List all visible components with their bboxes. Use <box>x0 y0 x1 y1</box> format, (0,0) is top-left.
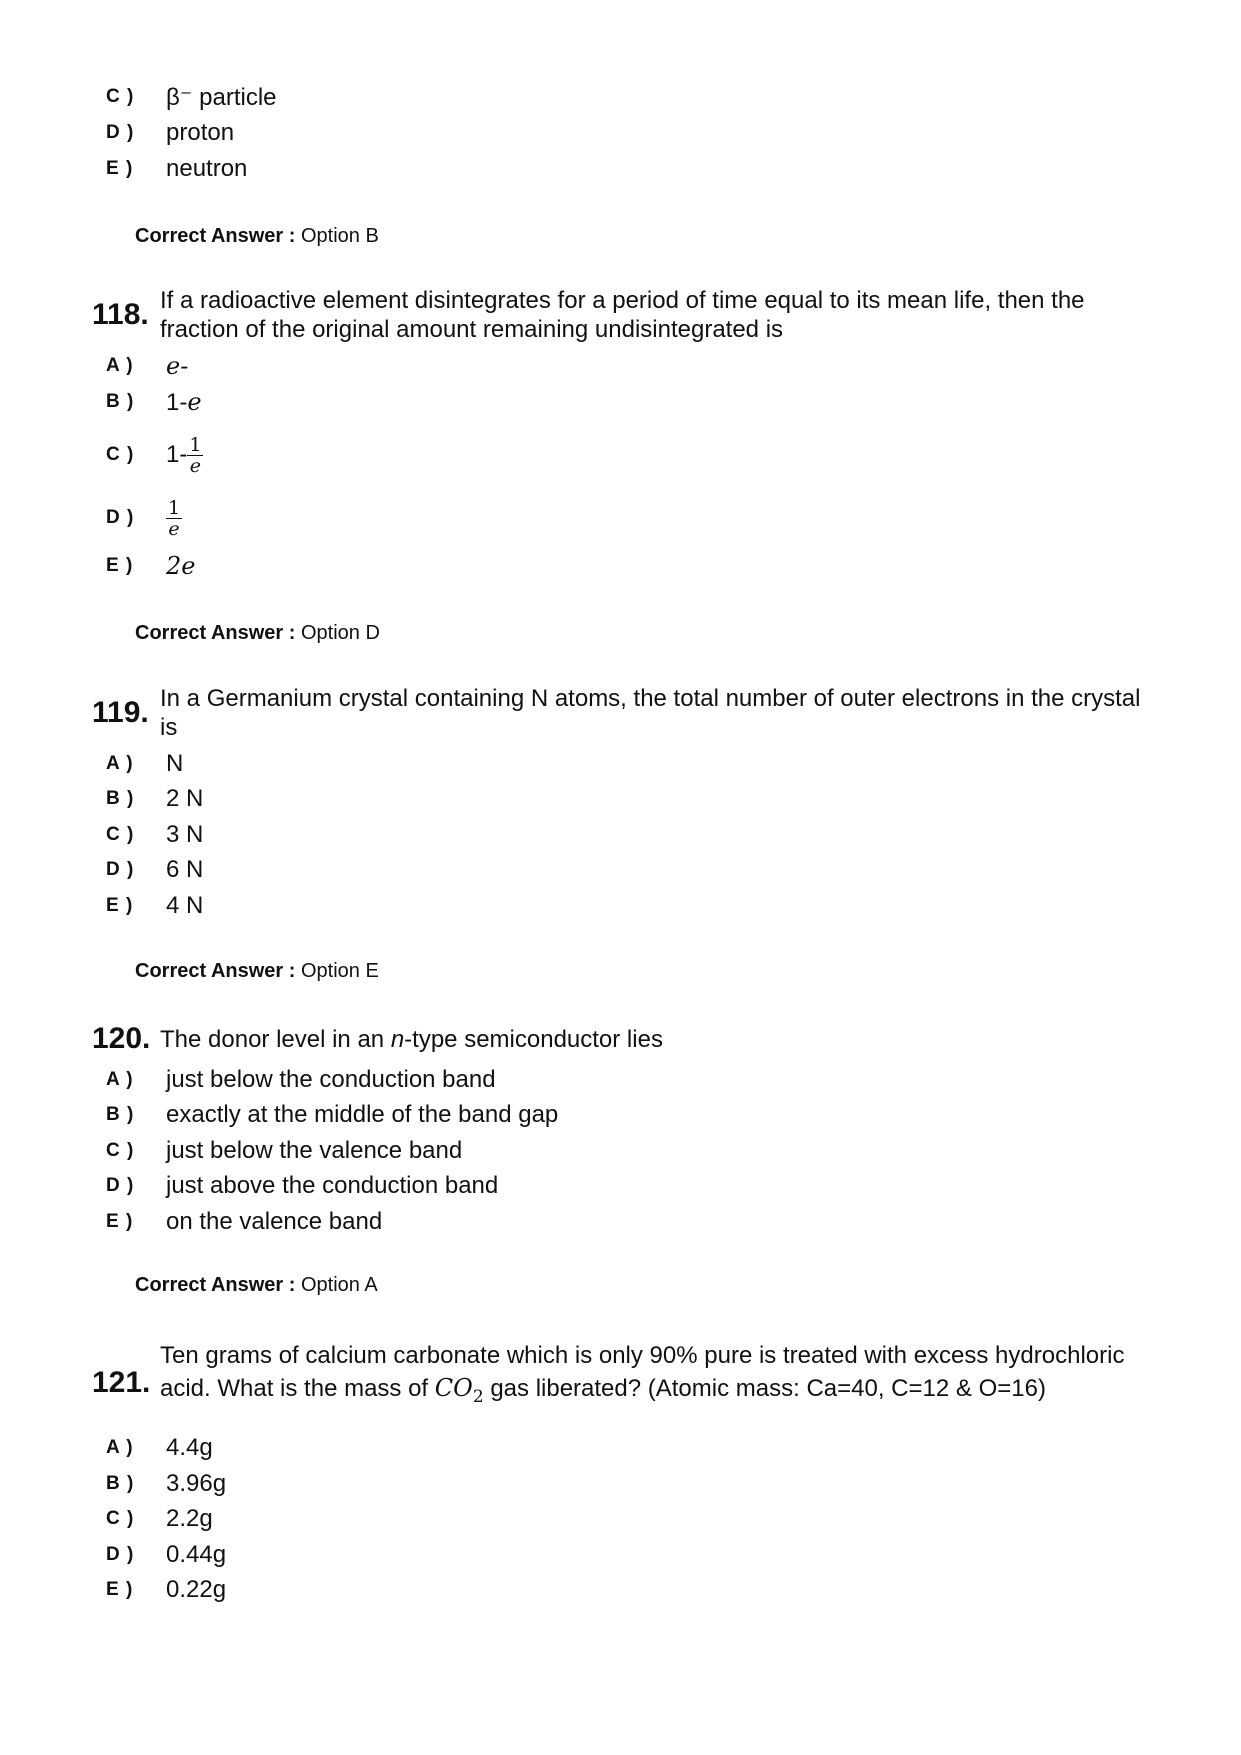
option-text: just below the conduction band <box>166 1066 496 1093</box>
option-text: 4 N <box>166 892 204 919</box>
option-letter: B ) <box>106 1473 135 1494</box>
q118-option-d <box>106 494 182 542</box>
option-letter: B ) <box>106 788 135 809</box>
option-letter: C ) <box>106 824 135 845</box>
q120-option-d <box>106 1170 498 1202</box>
q120-number: 120. <box>92 1022 151 1055</box>
q118-text: If a radioactive element disintegrates for a period of time equal to its mean life, then the fraction of the original amount remaining undisintegrated is <box>160 287 1085 343</box>
q118-option-a <box>106 350 188 382</box>
option-text: neutron <box>166 155 248 182</box>
option-letter: A ) <box>106 1437 134 1458</box>
answer-value: Option E <box>300 960 379 982</box>
option-text: 2e <box>166 552 196 580</box>
option-letter: A ) <box>106 753 134 774</box>
answer-label: Correct Answer : <box>135 960 296 982</box>
fraction-denominator: e <box>189 454 202 477</box>
fraction <box>166 498 182 539</box>
option-text: 6 N <box>166 856 204 883</box>
option-prefix: 1- <box>166 440 188 468</box>
option-letter: C ) <box>106 1140 135 1161</box>
q121-option-c <box>106 1503 213 1535</box>
option-letter: A ) <box>106 355 134 376</box>
q119-correct-answer <box>135 960 379 983</box>
q120-option-e <box>106 1206 382 1238</box>
option-text: e- <box>166 352 189 380</box>
q119-option-c <box>106 819 203 851</box>
option-letter: D ) <box>106 1175 135 1196</box>
option-text <box>166 498 182 539</box>
option-letter: D ) <box>106 859 135 880</box>
q121-option-d <box>106 1539 226 1571</box>
q120-option-b <box>106 1099 558 1131</box>
q121-text-after: gas liberated? (Atomic mass: Ca=40, C=12 & O=16) <box>483 1375 1046 1402</box>
q120-text-after: -type semiconductor lies <box>404 1026 663 1053</box>
option-text: exactly at the middle of the band gap <box>166 1101 559 1128</box>
fraction-denominator: e <box>168 517 180 540</box>
option-text <box>166 435 203 476</box>
option-text: 2 N <box>166 785 204 812</box>
option-letter: E ) <box>106 158 134 179</box>
option-text: 4.4g <box>166 1434 213 1461</box>
option-letter: E ) <box>106 895 134 916</box>
q120-option-a <box>106 1064 496 1096</box>
q121-option-e <box>106 1574 226 1606</box>
q119-option-e <box>106 890 203 922</box>
fraction-numerator: 1 <box>189 433 202 456</box>
option-letter: B ) <box>106 1104 135 1125</box>
option-letter: A ) <box>106 1069 134 1090</box>
option-text: just below the valence band <box>166 1137 463 1164</box>
option-letter: B ) <box>106 391 135 412</box>
q121-text <box>160 1339 1145 1414</box>
q121-option-b <box>106 1468 226 1500</box>
option-letter: E ) <box>106 1211 134 1232</box>
answer-value: Option B <box>300 225 379 247</box>
q117-option-e <box>106 153 247 185</box>
q117-option-c <box>106 81 277 113</box>
co2-formula <box>434 1374 484 1407</box>
q118-option-b <box>106 386 202 418</box>
q119-number: 119. <box>92 696 149 729</box>
option-variable: e <box>187 387 202 416</box>
formula-subscript: 2 <box>472 1386 484 1407</box>
q120-correct-answer <box>135 1274 378 1297</box>
q120-text-before: The donor level in an <box>160 1026 391 1053</box>
option-letter: E ) <box>106 1579 134 1600</box>
q118-correct-answer <box>135 622 380 645</box>
option-text <box>166 388 202 417</box>
q121-text-before: Ten grams of calcium carbonate which is only 90% pure is treated with excess hydrochloric acid. What is the mass of <box>160 1342 1125 1402</box>
q119-text: In a Germanium crystal containing N atoms, the total number of outer electrons in the crystal is <box>160 685 1141 741</box>
answer-value: Option D <box>300 622 380 644</box>
q118-option-e <box>106 550 195 582</box>
option-letter: D ) <box>106 507 135 528</box>
option-text: 0.44g <box>166 1541 227 1568</box>
q120-option-c <box>106 1135 462 1167</box>
q119-option-b <box>106 783 203 815</box>
option-text: 3.96g <box>166 1470 227 1497</box>
q121-option-a <box>106 1432 213 1464</box>
option-text: just above the conduction band <box>166 1172 499 1199</box>
option-text: 2.2g <box>166 1505 213 1532</box>
option-text: N <box>166 750 184 777</box>
option-text: proton <box>166 119 235 146</box>
option-text: 0.22g <box>166 1576 227 1603</box>
q121-number: 121. <box>92 1366 151 1399</box>
q117-correct-answer <box>135 225 379 248</box>
option-letter: E ) <box>106 555 134 576</box>
fraction <box>187 435 203 476</box>
q117-option-d <box>106 117 234 149</box>
option-letter: D ) <box>106 122 135 143</box>
formula-main: CO <box>434 1374 473 1402</box>
answer-label: Correct Answer : <box>135 622 296 644</box>
q119-option-d <box>106 854 203 886</box>
answer-label: Correct Answer : <box>135 225 296 247</box>
option-letter: C ) <box>106 86 135 107</box>
q119-option-a <box>106 748 183 780</box>
q120-text-italic: n <box>390 1026 405 1053</box>
fraction-numerator: 1 <box>168 496 181 519</box>
option-letter: C ) <box>106 444 135 465</box>
q120-text <box>160 1025 1145 1054</box>
option-text: on the valence band <box>166 1208 383 1235</box>
answer-value: Option A <box>300 1274 378 1296</box>
option-text: 3 N <box>166 821 204 848</box>
option-prefix: 1- <box>166 388 188 416</box>
q118-option-c <box>106 431 203 479</box>
q118-number: 118. <box>92 298 149 331</box>
option-letter: D ) <box>106 1544 135 1565</box>
option-letter: C ) <box>106 1508 135 1529</box>
option-text: β⁻ particle <box>166 83 277 111</box>
answer-label: Correct Answer : <box>135 1274 296 1296</box>
